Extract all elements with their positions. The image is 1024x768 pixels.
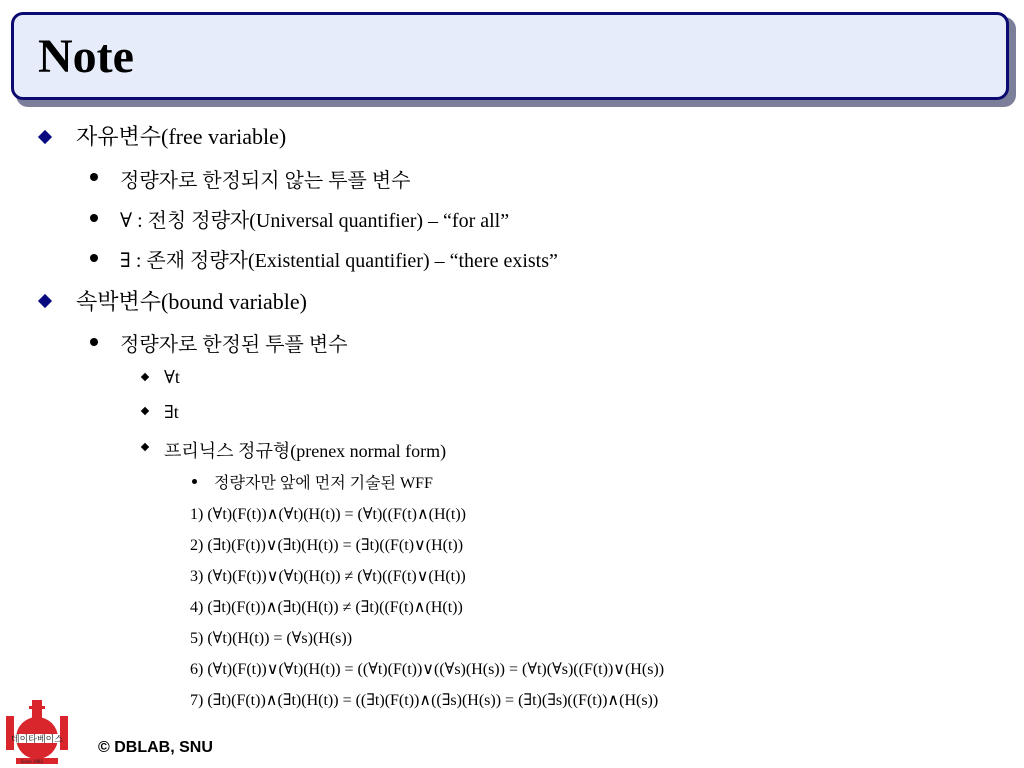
equation-line: 7) (∃t)(F(t))∧(∃t)(H(t)) = ((∃t)(F(t))∧((∃s)(H(s)) = (∃t)(∃s)((F(t))∧(H(s)): [190, 692, 659, 709]
list-item: 정량자만 앞에 먼저 기술된 WFF: [214, 475, 433, 492]
equation-line: 1) (∀t)(F(t))∧(∀t)(H(t)) = (∀t)((F(t)∧(H(t)): [190, 506, 466, 523]
list-item: ∃ : 존재 정량자(Existential quantifier) – “there exists”: [120, 250, 558, 272]
logo-since: Since 1982: [20, 759, 44, 764]
list-item: ∃t: [164, 402, 179, 422]
list-item: 속박변수(bound variable): [76, 289, 308, 314]
equation-line: 4) (∃t)(F(t))∧(∃t)(H(t)) ≠ (∃t)((F(t)∧(H(t)): [190, 599, 463, 616]
list-item: ∀t: [164, 367, 180, 387]
dot-bullet-icon: [90, 338, 98, 346]
title-box: [11, 12, 1009, 100]
diamond-bullet-icon: [38, 130, 52, 144]
dot-bullet-icon: [90, 214, 98, 222]
small-diamond-bullet-icon: [141, 443, 149, 451]
database-lab-logo: [2, 700, 78, 766]
list-item: 자유변수(free variable): [76, 124, 287, 149]
list-item: 정량자로 한정된 투플 변수: [120, 334, 348, 356]
logo-text: 데이타베이스: [10, 735, 64, 745]
small-diamond-bullet-icon: [141, 407, 149, 415]
diamond-bullet-icon: [38, 294, 52, 308]
small-dot-bullet-icon: [192, 479, 197, 484]
equation-line: 3) (∀t)(F(t))∨(∀t)(H(t)) ≠ (∀t)((F(t)∨(H(t)): [190, 568, 466, 585]
slide-title: Note: [38, 30, 134, 83]
equation-line: 5) (∀t)(H(t)) = (∀s)(H(s)): [190, 630, 353, 647]
small-diamond-bullet-icon: [141, 373, 149, 381]
equation-line: 6) (∀t)(F(t))∨(∀t)(H(t)) = ((∀t)(F(t))∨((∀s)(H(s)) = (∀t)(∀s)((F(t))∨(H(s)): [190, 661, 665, 678]
list-item: 프리닉스 정규형(prenex normal form): [164, 441, 447, 461]
footer-copyright: © DBLAB, SNU: [98, 739, 213, 756]
dot-bullet-icon: [90, 254, 98, 262]
list-item: 정량자로 한정되지 않는 투플 변수: [120, 170, 411, 192]
equation-line: 2) (∃t)(F(t))∨(∃t)(H(t)) = (∃t)((F(t)∨(H(t)): [190, 537, 464, 554]
list-item: ∀ : 전칭 정량자(Universal quantifier) – “for all”: [120, 210, 510, 232]
dot-bullet-icon: [90, 173, 98, 181]
